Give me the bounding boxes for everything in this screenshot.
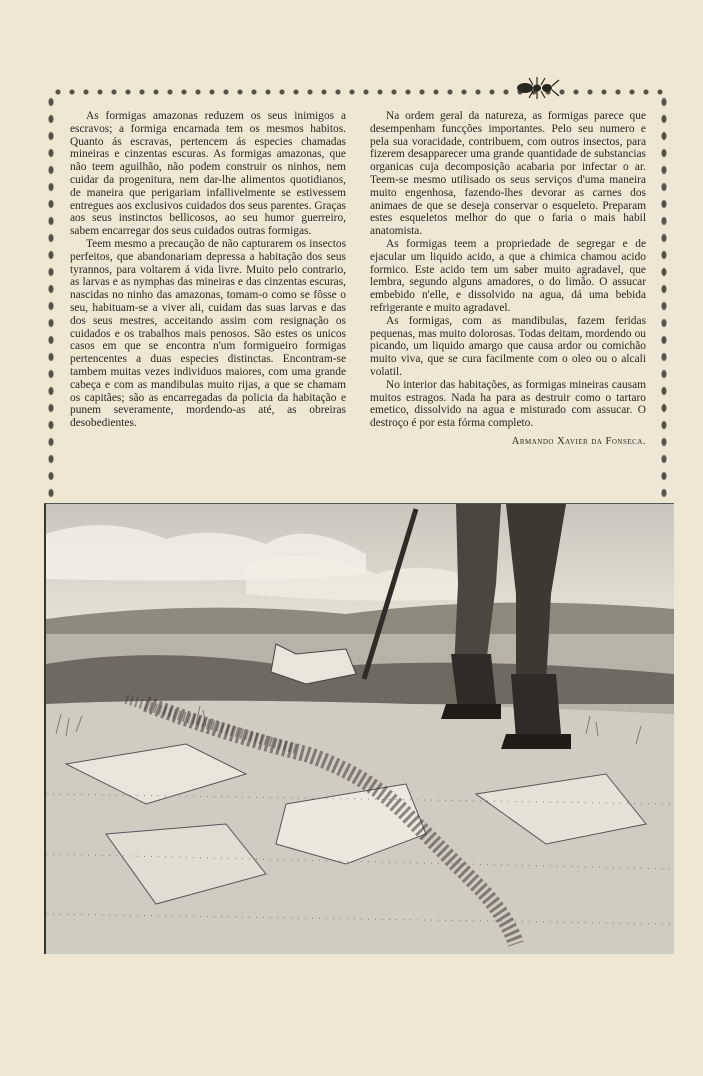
ant-ornament-border-left bbox=[44, 96, 58, 500]
paragraph: As formigas, com as mandibulas, fazem feridas pequenas, mas muito dolorosas. Todas deitam, mordendo ou picando, um liquido amargo que causa ardor ou comichão muito viva, que se cura facilmente com o oleo ou o alcali volatil. bbox=[370, 314, 646, 378]
paragraph: Na ordem geral da natureza, as formigas parece que desempenham funcções importantes. Pelo seu numero e pela sua voracidade, contribuem, com outros insectos, para fizerem desapparecer uma grande quantidade de substancias organicas cuja decomposição acabaria por infectar o ar. Teem-se mesmo utilisado os seus serviços d'uma maneira muito engenhosa, fazendo-lhes devorar as carnes dos animaes de que se deseja conservar o esqueleto. Preparam estes esqueletos melhor do que o faria o mais habil anatomista. bbox=[370, 110, 646, 238]
author-signature: Armando Xavier da Fonseca. bbox=[511, 435, 646, 447]
ant-ornament-icon bbox=[515, 76, 561, 100]
landscape-engraving bbox=[46, 504, 674, 954]
article-right-column bbox=[370, 110, 646, 449]
ant-trail-illustration bbox=[44, 503, 674, 954]
paragraph: As formigas amazonas reduzem os seus inimigos a escravos; a formiga encarnada tem os mesmos habitos. Quanto ás escravas, pertencem ás especies chamadas mineiras e cinzentas escuras. As formigas amazonas, que não teem aguilhão, não podem construir os ninhos, nem cuidar da progenitura, nem dar-lhe alimentos quotidianos, de maneira que perigariam infallivelmente se estivessem entregues aos exclusivos cuidados dos seus parentes. Graças aos seus instinctos bellicosos, ao seu humor guerreiro, sabem encarregar dos seus cuidados outras formigas. bbox=[70, 110, 346, 238]
ant-ornament-border-top bbox=[52, 84, 670, 100]
article-left-column bbox=[70, 110, 346, 430]
ant-ornament-border-right bbox=[657, 96, 671, 500]
paragraph: Teem mesmo a precaução de não capturarem os insectos perfeitos, que abandonariam depressa a habitação dos seus tyrannos, para voltarem á vida livre. Muito pelo contrario, as larvas e as nymphas das mineiras e das cinzentas escuras, nascidas no ninho das amazonas, tomam-o como se fôsse o seu, habituam-se a viver ali, cuidam das suas larvas e das dos seus mestres, acceitando assim com resignação os cuidados e os trabalhos mais penosos. São estes os unicos casos em que se encontra n'um formigueiro formigas pertencentes a duas especies distinctas. Encontram-se tambem muitas vezes individuos maiores, com uma grande cabeça e com as mandibulas muito rijas, a que se chamam os capitães; são as encarregadas da policia da habitação e punem severamente, mordendo-as até, as obreiras desobedientes. bbox=[70, 237, 346, 430]
paragraph: No interior das habitações, as formigas mineiras causam muitos estragos. Nada ha para as destruir como o tartaro emetico, dissolvido na agua e misturado com assucar. O destroço é por esta fórma completo. bbox=[370, 378, 646, 430]
paragraph: As formigas teem a propriedade de segregar e de ejacular um liquido acido, a que a chimica chamou acido formico. Este acido tem um saber muito agradavel, que lembra, segundo alguns amadores, o do limão. O assucar embebido n'elle, e dissolvido na agua, dá uma bebida refrigerante e muito agradavel. bbox=[370, 237, 646, 314]
